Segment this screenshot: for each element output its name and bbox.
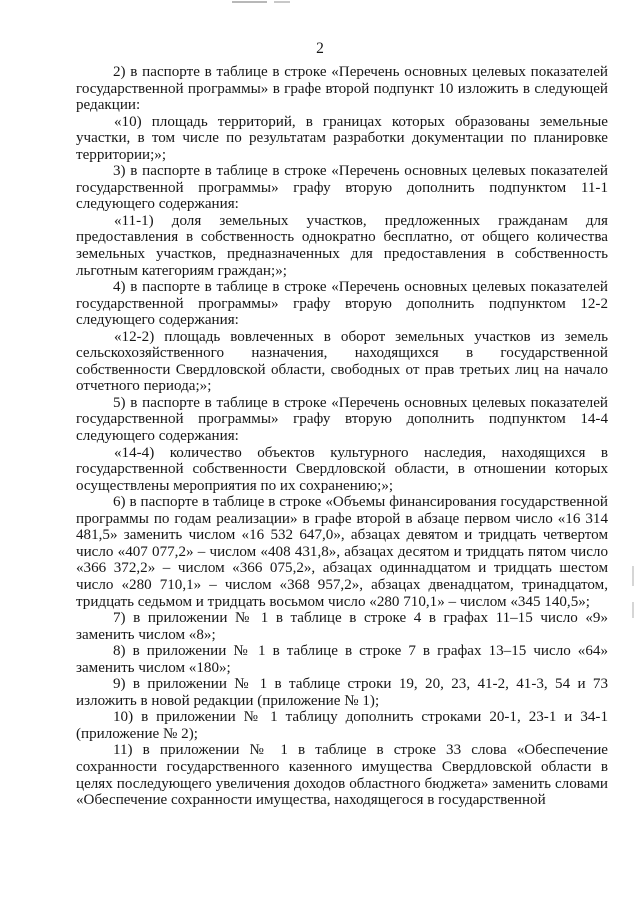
paragraph-quote-12-2: «12-2) площадь вовлеченных в оборот земельных участков из земель сельскохозяйственного назначения, находящихся в государственной собственности Свердловской области, свободных от прав третьих лиц на начало отчетного периода;»; [76,328,608,395]
paragraph-quote-14-4: «14-4) количество объектов культурного наследия, находящихся в государственной собственности Свердловской области, в отношении которых осуществлены мероприятия по их сохранению;»; [76,444,608,494]
paragraph-item-3: 3) в паспорте в таблице в строке «Перечень основных целевых показателей государственной программы» графу вторую дополнить подпунктом 11-1 следующего содержания: [76,163,608,213]
paragraph-quote-10: «10) площадь территорий, в границах которых образованы земельные участки, в том числе по результатам разработки документации по планировке территории;»; [76,113,608,163]
paragraph-item-10: 10) в приложении № 1 таблицу дополнить строками 20-1, 23-1 и 34-1 (приложение № 2); [76,709,608,742]
scan-artifact [232,1,290,3]
paragraph-item-4: 4) в паспорте в таблице в строке «Перечень основных целевых показателей государственной программы» графу вторую дополнить подпунктом 12-2 следующего содержания: [76,279,608,329]
paragraph-item-2: 2) в паспорте в таблице в строке «Перечень основных целевых показателей государственной программы» в графе второй подпункт 10 изложить в следующей редакции: [76,64,608,114]
paragraph-quote-11-1: «11-1) доля земельных участков, предложенных гражданам для предоставления в собственность однократно бесплатно, от общего количества земельных участков, предназначенных для предоставления в собственность льготным категориям граждан;»; [76,212,608,279]
paragraph-item-11: 11) в приложении № 1 в таблице в строке 33 слова «Обеспечение сохранности государственного казенного имущества Свердловской области в целях последующего увеличения доходов областного бюджета» заменить словами «Обеспечение сохранности имущества, находящегося в государственной [76,742,608,809]
document-body [76,64,608,809]
paragraph-item-5: 5) в паспорте в таблице в строке «Перечень основных целевых показателей государственной программы» графу вторую дополнить подпунктом 14-4 следующего содержания: [76,394,608,445]
page-number: 2 [316,40,324,57]
scan-smudge [632,566,634,586]
scan-smudge [632,602,634,618]
paragraph-item-8: 8) в приложении № 1 в таблице в строке 7 в графах 13–15 число «64» заменить числом «180»; [76,643,608,676]
paragraph-item-7: 7) в приложении № 1 в таблице в строке 4 в графах 11–15 число «9» заменить числом «8»; [76,610,608,643]
paragraph-item-9: 9) в приложении № 1 в таблице строки 19, 20, 23, 41-2, 41-3, 54 и 73 изложить в новой редакции (приложение № 1); [76,676,608,709]
paragraph-item-6: 6) в паспорте в таблице в строке «Объемы финансирования государственной программы по годам реализации» в графе второй в абзаце первом число «16 314 481,5» заменить числом «16 532 647,0», абзацах девятом и тридцать четвертом число «407 077,2» – числом «408 431,8», абзацах десятом и тридцать пятом число «366 372,2» – числом «366 075,2», абзацах одиннадцатом и тридцать шестом число «280 710,1» – числом «368 957,2», абзацах двенадцатом, тринадцатом, тридцать седьмом и тридцать восьмом число «280 710,1» – числом «345 140,5»; [76,494,608,610]
